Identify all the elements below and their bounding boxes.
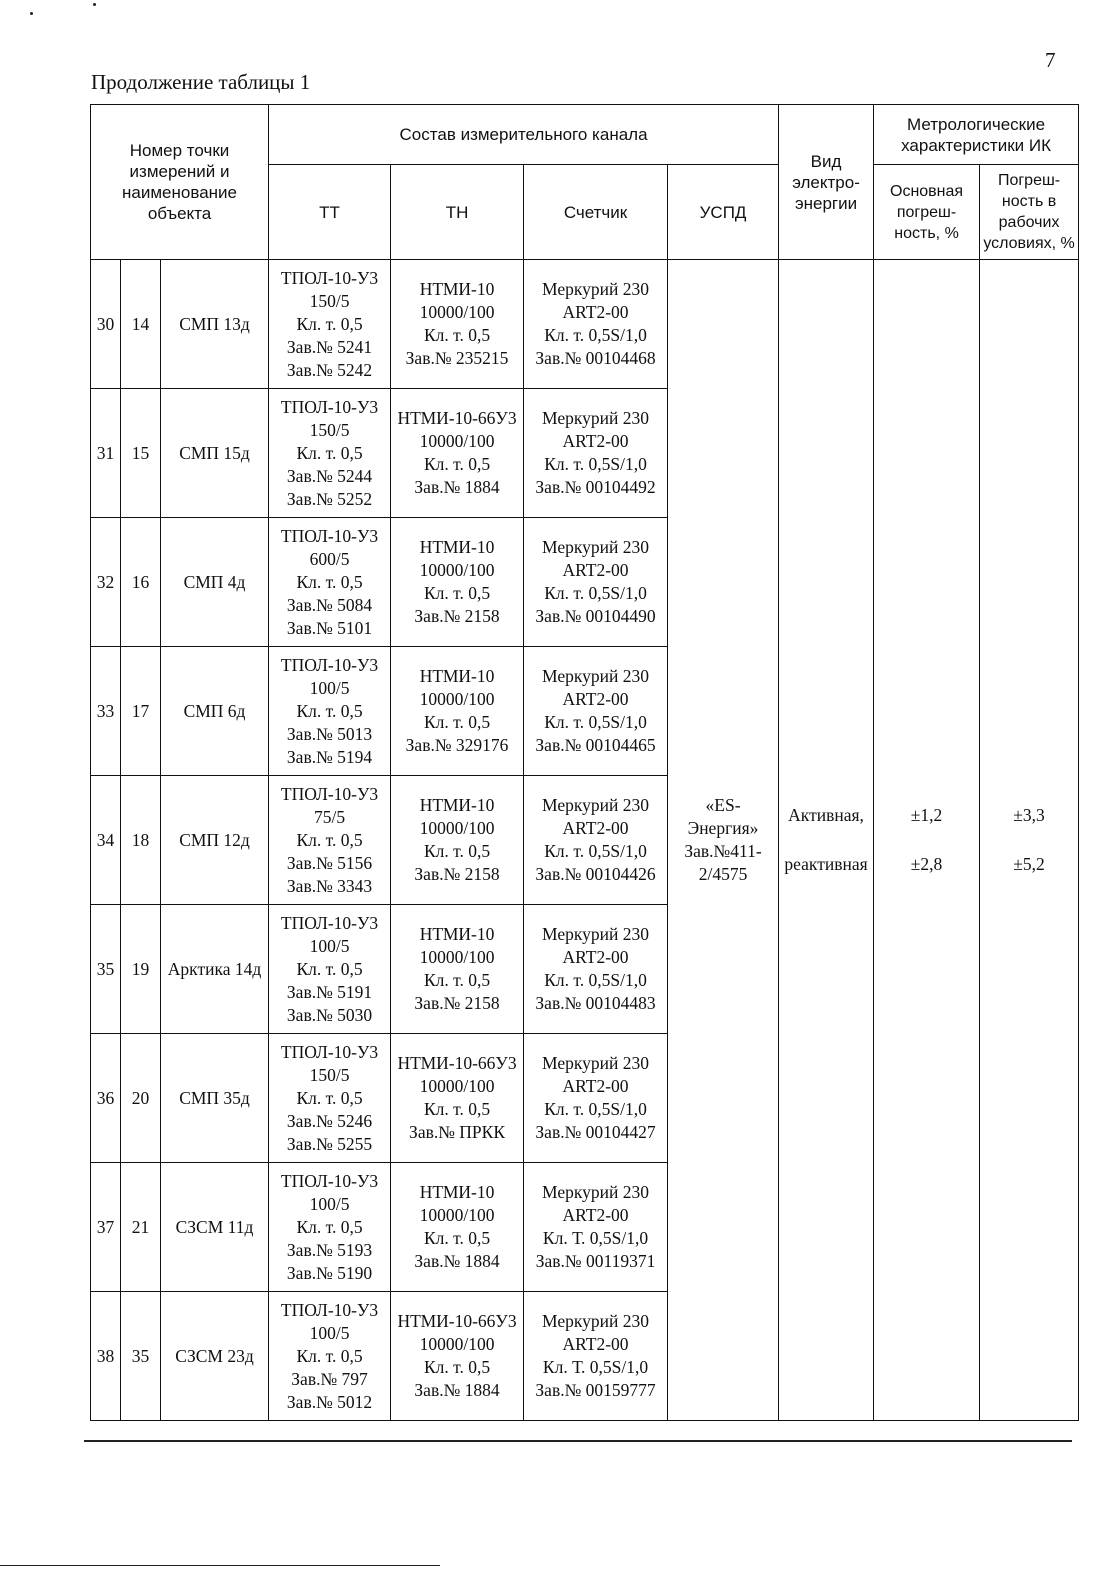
tt-cell-line: Зав.№ 5246 (286, 1110, 373, 1131)
tt-cell (269, 1163, 391, 1292)
meter-cell-line: Кл. Т. 0,5S/1,0 (542, 1357, 649, 1377)
meter-cell-line: Кл. Т. 0,5S/1,0 (542, 1228, 649, 1248)
tt-cell-line: ТПОЛ-10-У3 (280, 396, 379, 417)
scan-speck (93, 3, 96, 6)
table-body (91, 260, 1079, 1421)
tn-cell-line: Зав.№ 329176 (405, 735, 509, 755)
tn-cell-line: Зав.№ 2158 (414, 606, 500, 626)
tt-cell (269, 518, 391, 647)
tn-cell-line: Зав.№ 1884 (414, 1251, 500, 1271)
meter-cell-line: ART2-00 (562, 1076, 629, 1096)
tn-cell-line: 10000/100 (419, 560, 495, 580)
tt-cell-line: Зав.№ 5194 (286, 746, 373, 767)
point-number: 16 (121, 518, 161, 647)
tn-cell-line: НТМИ-10-66У3 (397, 1053, 517, 1073)
tn-cell-line: Кл. т. 0,5 (423, 454, 491, 474)
tn-cell-line: 10000/100 (419, 431, 495, 451)
row-number: 36 (91, 1034, 121, 1163)
tt-cell-line: Зав.№ 5013 (286, 723, 373, 744)
object-name: СМП 6д (161, 647, 269, 776)
energy-type-cell-value: реактивная (784, 854, 868, 874)
tt-cell-line: 100/5 (309, 1193, 350, 1214)
tn-cell-line: Зав.№ 2158 (414, 993, 500, 1013)
tn-cell (391, 647, 524, 776)
meter-cell-line: Меркурий 230 (542, 1311, 650, 1331)
meter-cell (524, 260, 668, 389)
meter-cell (524, 647, 668, 776)
tt-cell-line: Зав.№ 5156 (286, 852, 373, 873)
object-name: СМП 15д (161, 389, 269, 518)
tt-cell-line: Зав.№ 5241 (286, 336, 373, 357)
tn-cell-line: НТМИ-10-66У3 (397, 1311, 517, 1331)
tt-cell-line: Кл. т. 0,5 (296, 442, 363, 463)
object-name: СЗСМ 23д (161, 1292, 269, 1421)
tt-cell-line: Кл. т. 0,5 (296, 1087, 363, 1108)
tn-cell-line: 10000/100 (419, 818, 495, 838)
tt-cell-line: Зав.№ 5193 (286, 1239, 373, 1260)
energy-type-cell (779, 260, 874, 1421)
meter-cell-line: Зав.№ 00104492 (535, 477, 656, 497)
meter-cell-line: Кл. т. 0,5S/1,0 (544, 712, 647, 732)
tn-cell (391, 1034, 524, 1163)
object-name: СМП 35д (161, 1034, 269, 1163)
row-number: 34 (91, 776, 121, 905)
tn-cell-line: НТМИ-10 (419, 795, 495, 815)
base-error-cell-value: ±1,2 (910, 805, 943, 825)
tn-cell-line: 10000/100 (419, 1334, 495, 1354)
tt-cell-line: Зав.№ 5030 (286, 1004, 373, 1025)
meter-cell-line: Меркурий 230 (542, 924, 650, 944)
tn-cell-line: 10000/100 (419, 1076, 495, 1096)
meter-cell-line: ART2-00 (562, 689, 629, 709)
tn-cell-line: Зав.№ 1884 (414, 1380, 500, 1400)
tn-cell-line: 10000/100 (419, 947, 495, 967)
point-number: 21 (121, 1163, 161, 1292)
point-number: 35 (121, 1292, 161, 1421)
object-name: СМП 12д (161, 776, 269, 905)
tn-cell-line: НТМИ-10 (419, 279, 495, 299)
tt-cell (269, 260, 391, 389)
meter-cell-line: ART2-00 (562, 302, 629, 322)
tt-cell-line: Кл. т. 0,5 (296, 313, 363, 334)
tt-cell-line: ТПОЛ-10-У3 (280, 525, 379, 546)
meter-cell-line: Зав.№ 00119371 (535, 1251, 656, 1271)
tn-cell (391, 776, 524, 905)
tt-cell (269, 1292, 391, 1421)
table-row (91, 260, 1079, 389)
tt-cell-line: 75/5 (313, 806, 346, 827)
uspd-cell (668, 260, 779, 1421)
meter-cell-line: ART2-00 (562, 818, 629, 838)
meter-cell (524, 1292, 668, 1421)
row-number: 35 (91, 905, 121, 1034)
tt-cell (269, 389, 391, 518)
measurement-table (90, 104, 1078, 1421)
tn-cell-line: 10000/100 (419, 302, 495, 322)
point-number: 14 (121, 260, 161, 389)
tn-cell-line: Кл. т. 0,5 (423, 1357, 491, 1377)
meter-cell-line: Кл. т. 0,5S/1,0 (544, 1099, 647, 1119)
tn-cell-line: Кл. т. 0,5 (423, 583, 491, 603)
scan-speck (30, 12, 33, 15)
meter-cell-line: Зав.№ 00104465 (535, 735, 656, 755)
energy-type-cell-value: Активная, (788, 805, 864, 825)
meter-cell-line: Меркурий 230 (542, 795, 650, 815)
tn-cell-line: Кл. т. 0,5 (423, 1099, 491, 1119)
uspd-cell-line: Зав.№411- (684, 841, 762, 861)
header-tn: ТН (391, 165, 524, 260)
point-number: 17 (121, 647, 161, 776)
meter-cell-line: Кл. т. 0,5S/1,0 (544, 841, 647, 861)
header-meter: Счетчик (524, 165, 668, 260)
row-number: 32 (91, 518, 121, 647)
tt-cell-line: 100/5 (309, 677, 350, 698)
tn-cell-line: Зав.№ 235215 (405, 348, 509, 368)
meter-cell-line: Кл. т. 0,5S/1,0 (544, 970, 647, 990)
meter-cell-line: Зав.№ 00104483 (535, 993, 656, 1013)
tt-cell (269, 905, 391, 1034)
table-caption: Продолжение таблицы 1 (91, 70, 311, 94)
meter-cell-line: ART2-00 (562, 1205, 629, 1225)
tn-cell-line: НТМИ-10 (419, 666, 495, 686)
header-uspd: УСПД (668, 165, 779, 260)
meter-cell-line: ART2-00 (562, 947, 629, 967)
meter-cell-line: Зав.№ 00104426 (535, 864, 656, 884)
tn-cell-line: НТМИ-10 (419, 1182, 495, 1202)
tn-cell-line: Зав.№ 1884 (414, 477, 500, 497)
object-name: СМП 4д (161, 518, 269, 647)
work-error-cell-value: ±5,2 (1013, 854, 1045, 874)
tt-cell-line: Кл. т. 0,5 (296, 1345, 363, 1366)
meter-cell-line: ART2-00 (562, 1334, 629, 1354)
header-work-error: Погреш-ность в рабочих условиях, % (980, 165, 1079, 260)
tn-cell-line: Кл. т. 0,5 (423, 712, 491, 732)
tt-cell-line: Зав.№ 5190 (286, 1262, 373, 1283)
tn-cell-line: НТМИ-10 (419, 924, 495, 944)
tt-cell-line: 150/5 (309, 419, 350, 440)
tt-cell-line: Кл. т. 0,5 (296, 958, 363, 979)
tt-cell-line: Зав.№ 5012 (286, 1391, 373, 1412)
header-base-error: Основная погреш-ность, % (874, 165, 980, 260)
tt-cell-line: Зав.№ 5084 (286, 594, 373, 615)
tt-cell (269, 776, 391, 905)
tn-cell (391, 1292, 524, 1421)
tt-cell-line: 100/5 (309, 935, 350, 956)
tt-cell-line: Кл. т. 0,5 (296, 700, 363, 721)
tt-cell-line: Зав.№ 5191 (286, 981, 373, 1002)
row-number: 37 (91, 1163, 121, 1292)
work-error-cell-value: ±3,3 (1013, 805, 1045, 825)
tt-cell-line: Зав.№ 5252 (286, 488, 373, 509)
meter-cell (524, 389, 668, 518)
tn-cell-line: НТМИ-10-66У3 (397, 408, 517, 428)
meter-cell-line: Кл. т. 0,5S/1,0 (544, 325, 647, 345)
work-error-cell (980, 260, 1079, 1421)
tt-cell-line: Зав.№ 5242 (286, 359, 373, 380)
meter-cell-line: Меркурий 230 (542, 1182, 650, 1202)
tt-cell-line: Зав.№ 5101 (286, 617, 373, 638)
tt-cell (269, 647, 391, 776)
meter-cell-line: ART2-00 (562, 431, 629, 451)
tt-cell-line: ТПОЛ-10-У3 (280, 1170, 379, 1191)
row-number: 30 (91, 260, 121, 389)
tt-cell-line: 150/5 (309, 290, 350, 311)
meter-cell (524, 1163, 668, 1292)
meter-cell-line: Зав.№ 00159777 (535, 1380, 656, 1400)
tn-cell (391, 260, 524, 389)
object-name: Арктика 14д (161, 905, 269, 1034)
tt-cell-line: ТПОЛ-10-У3 (280, 654, 379, 675)
header-metrology: Метрологические характеристики ИК (874, 105, 1079, 165)
tn-cell-line: 10000/100 (419, 689, 495, 709)
point-number: 18 (121, 776, 161, 905)
tn-cell-line: Кл. т. 0,5 (423, 1228, 491, 1248)
meter-cell-line: Кл. т. 0,5S/1,0 (544, 454, 647, 474)
meter-cell (524, 518, 668, 647)
header-point: Номер точки измерений и наименование объекта (91, 105, 269, 260)
tn-cell (391, 905, 524, 1034)
point-number: 15 (121, 389, 161, 518)
tt-cell-line: ТПОЛ-10-У3 (280, 1041, 379, 1062)
footer-rule (0, 1565, 440, 1566)
header-energy-type: Вид электро-энергии (779, 105, 874, 260)
tt-cell-line: Зав.№ 5244 (286, 465, 373, 486)
tn-cell-line: НТМИ-10 (419, 537, 495, 557)
meter-cell-line: Кл. т. 0,5S/1,0 (544, 583, 647, 603)
tt-cell-line: Зав.№ 797 (291, 1368, 368, 1389)
tn-cell (391, 1163, 524, 1292)
tt-cell-line: Кл. т. 0,5 (296, 829, 363, 850)
meter-cell-line: Меркурий 230 (542, 1053, 650, 1073)
uspd-cell-line: Энергия» (687, 818, 759, 838)
uspd-cell-line: 2/4575 (698, 864, 748, 884)
meter-cell-line: Меркурий 230 (542, 279, 650, 299)
meter-cell-line: Зав.№ 00104490 (535, 606, 656, 626)
tt-cell-line: 100/5 (309, 1322, 350, 1343)
row-number: 33 (91, 647, 121, 776)
meter-cell-line: Меркурий 230 (542, 408, 650, 428)
tn-cell-line: Кл. т. 0,5 (423, 325, 491, 345)
point-number: 20 (121, 1034, 161, 1163)
tt-cell-line: Кл. т. 0,5 (296, 1216, 363, 1237)
tn-cell-line: Зав.№ 2158 (414, 864, 500, 884)
row-number: 31 (91, 389, 121, 518)
tt-cell-line: ТПОЛ-10-У3 (280, 267, 379, 288)
tt-cell-line: 600/5 (309, 548, 350, 569)
header-tt: ТТ (269, 165, 391, 260)
meter-cell (524, 776, 668, 905)
tn-cell (391, 389, 524, 518)
tn-cell (391, 518, 524, 647)
meter-cell-line: ART2-00 (562, 560, 629, 580)
meter-cell (524, 1034, 668, 1163)
tn-cell-line: Зав.№ ПРКК (409, 1122, 506, 1142)
tn-cell-line: Кл. т. 0,5 (423, 970, 491, 990)
point-number: 19 (121, 905, 161, 1034)
tt-cell-line: ТПОЛ-10-У3 (280, 1299, 379, 1320)
meter-cell-line: Зав.№ 00104427 (535, 1122, 656, 1142)
tt-cell (269, 1034, 391, 1163)
tn-cell-line: Кл. т. 0,5 (423, 841, 491, 861)
object-name: СМП 13д (161, 260, 269, 389)
row-number: 38 (91, 1292, 121, 1421)
meter-cell-line: Зав.№ 00104468 (535, 348, 656, 368)
tn-cell-line: 10000/100 (419, 1205, 495, 1225)
base-error-cell (874, 260, 980, 1421)
uspd-cell-line: «ES- (705, 795, 741, 815)
tt-cell-line: Кл. т. 0,5 (296, 571, 363, 592)
table-bottom-rule (84, 1440, 1072, 1442)
tt-cell-line: Зав.№ 5255 (286, 1133, 373, 1154)
meter-cell (524, 905, 668, 1034)
meter-cell-line: Меркурий 230 (542, 666, 650, 686)
tt-cell-line: 150/5 (309, 1064, 350, 1085)
tt-cell-line: ТПОЛ-10-У3 (280, 912, 379, 933)
header-channel: Состав измерительного канала (269, 105, 779, 165)
page-number: 7 (1045, 48, 1056, 72)
base-error-cell-value: ±2,8 (910, 854, 943, 874)
tt-cell-line: Зав.№ 3343 (286, 875, 373, 896)
tt-cell-line: ТПОЛ-10-У3 (280, 783, 379, 804)
meter-cell-line: Меркурий 230 (542, 537, 650, 557)
object-name: СЗСМ 11д (161, 1163, 269, 1292)
